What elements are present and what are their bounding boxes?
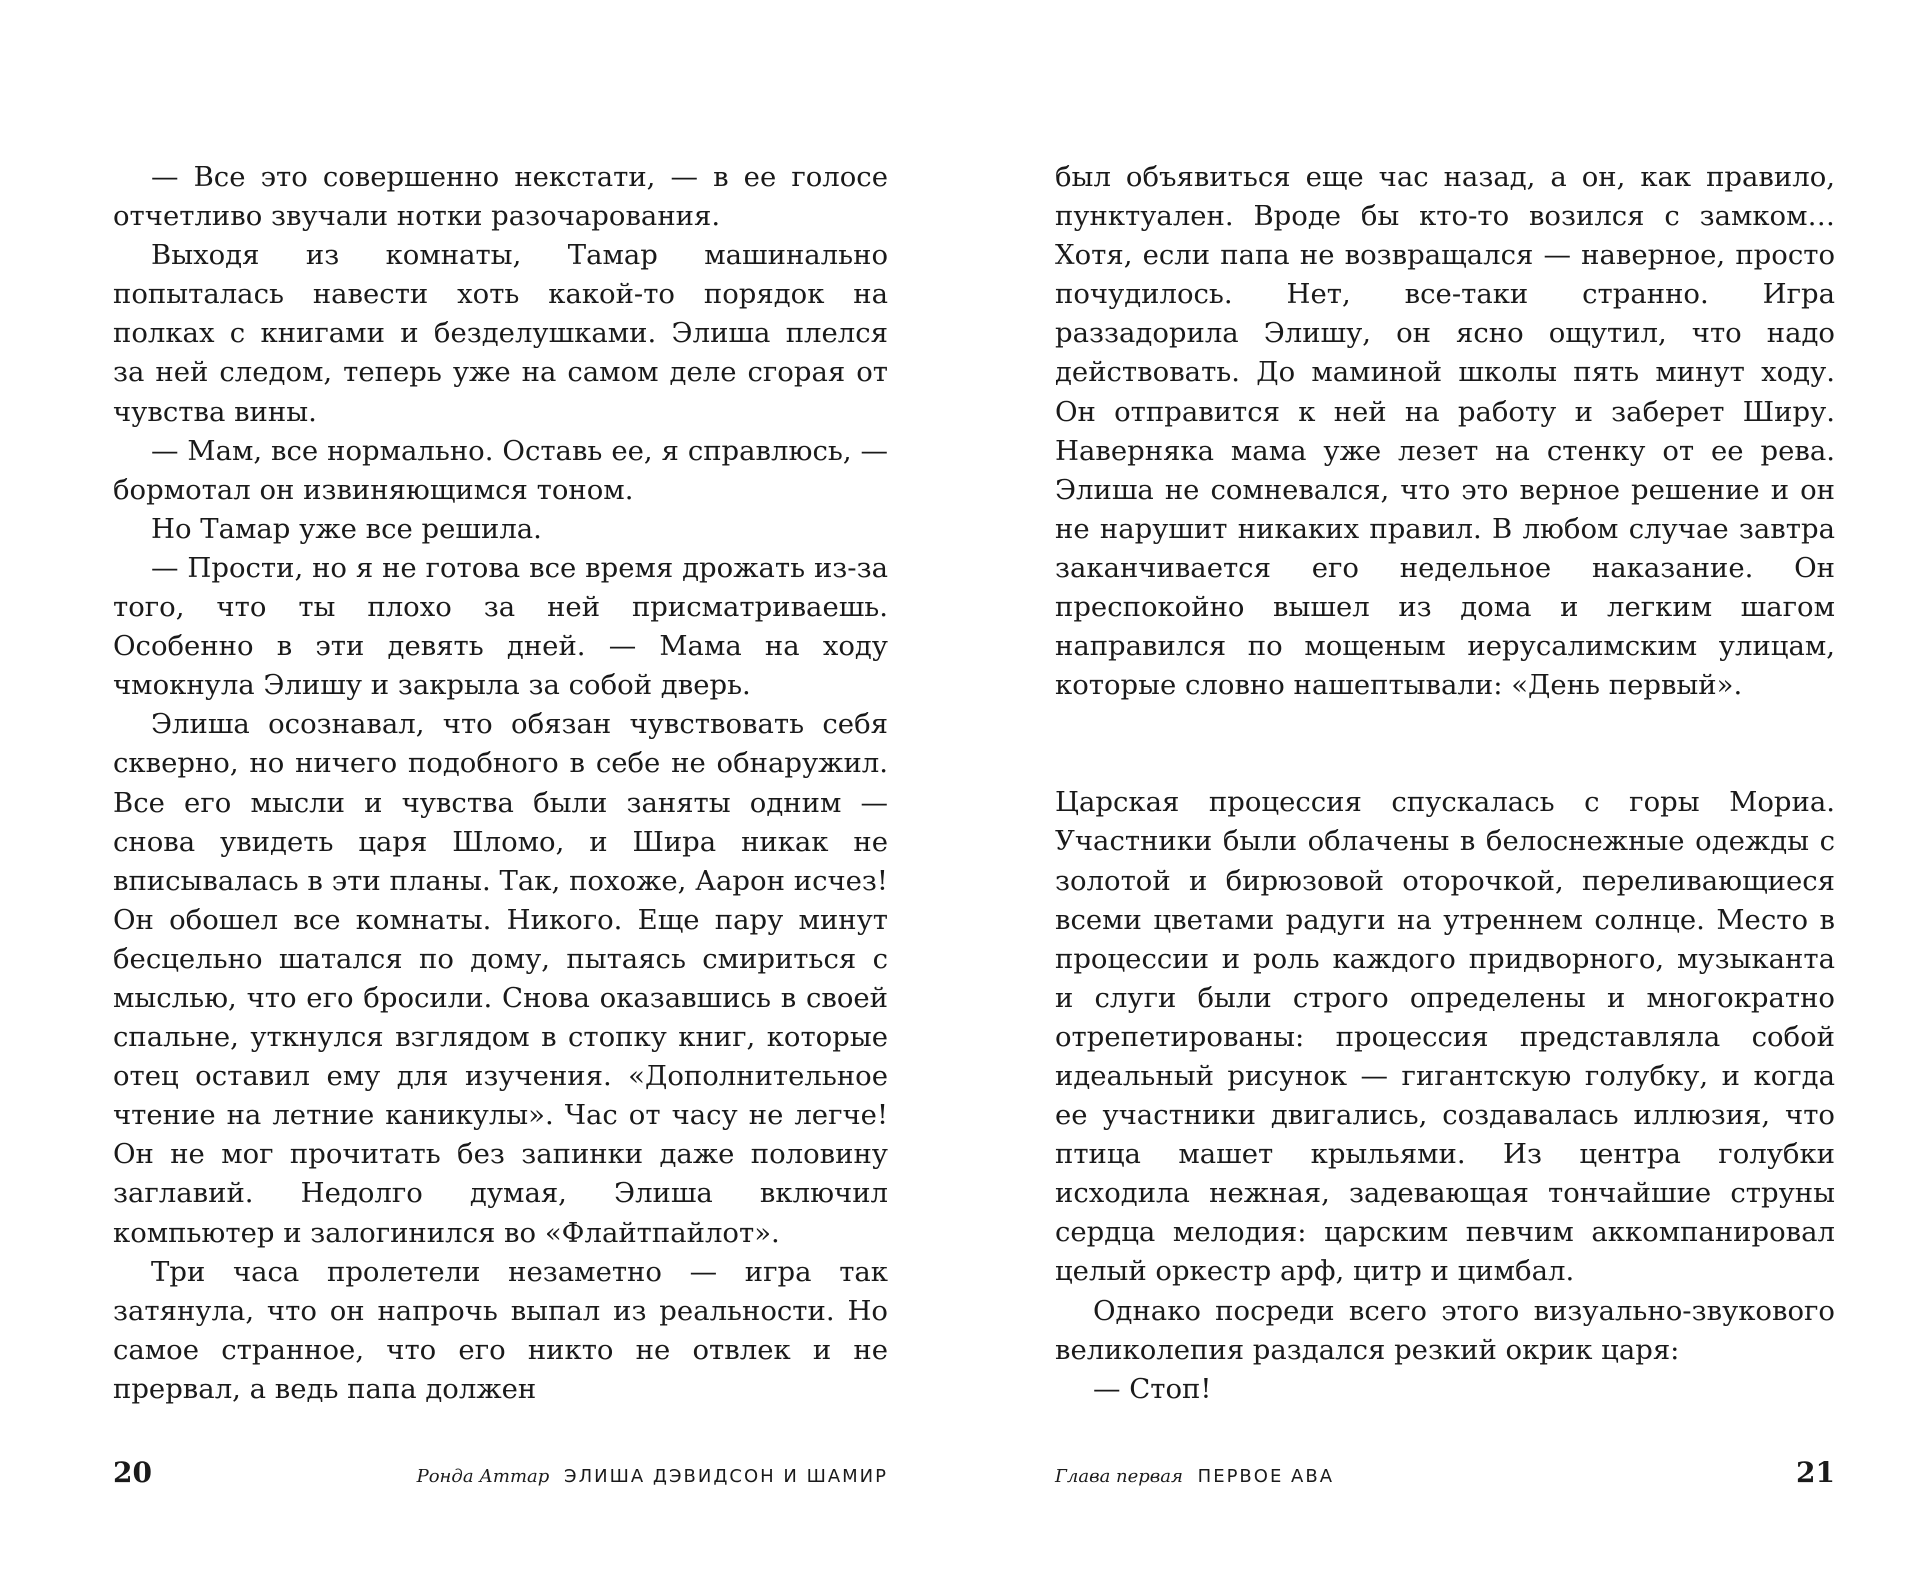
page-number: 20 xyxy=(113,1456,152,1489)
section-break xyxy=(1055,705,1835,783)
right-page-text xyxy=(1055,158,1835,1409)
paragraph: Однако посреди всего этого визуально-звукового великолепия раздался резкий окрик царя: xyxy=(1055,1294,1835,1366)
running-head-chapter-title: ПЕРВОЕ АВА xyxy=(1197,1466,1335,1487)
left-page-footer xyxy=(113,1456,888,1496)
running-head-book-title: ЭЛИША ДЭВИДСОН И ШАМИР xyxy=(564,1466,888,1487)
page-number: 21 xyxy=(1796,1456,1835,1489)
running-head-author: Ронда Аттар xyxy=(416,1466,550,1487)
left-page-text xyxy=(113,158,888,1409)
running-head xyxy=(417,1466,888,1487)
paragraph: Выходя из комнаты, Тамар машинально попыталась навести хоть какой-то порядок на полках с книгами и безделушками. Элиша плелся за ней следом, теперь уже на самом деле сгорая от чувства вины. xyxy=(113,239,888,428)
paragraph: Но Тамар уже все решила. xyxy=(151,512,542,545)
right-page xyxy=(955,0,1910,1572)
paragraph: — Прости, но я не готова все время дрожать из-за того, что ты плохо за ней присматриваешь. Особенно в эти девять дней. — Мама на ходу чмокнула Элишу и закрыла за собой дверь. xyxy=(113,551,888,702)
paragraph-continuation: был объявиться еще час назад, а он, как правило, пунктуален. Вроде бы кто-то возился с замком… Хотя, если папа не возвращался — наверное, просто почудилось. Нет, все-таки странно. Игра раззадорила Элишу, он ясно ощутил, что надо действовать. До маминой школы пять минут ходу. Он отправится к ней на работу и заберет Ширу. Наверняка мама уже лезет на стенку от ее рева. Элиша не сомневался, что это верное решение и он не нарушит никаких правил. В любом случае завтра заканчивается его недельное наказание. Он преспокойно вышел из дома и легким шагом направился по мощеным иерусалимским улицам, которые словно нашептывали: «День первый». xyxy=(1055,161,1835,702)
right-page-footer xyxy=(1055,1456,1835,1496)
paragraph: Царская процессия спускалась с горы Мориа. Участники были облачены в белоснежные одежды с золотой и бирюзовой оторочкой, переливающиеся всеми цветами радуги на утреннем солнце. Место в процессии и роль каждого придворного, музыканта и слуги были строго определены и многократно отрепетированы: процессия представляла собой идеальный рисунок — гигантскую голубку, и когда ее участники двигались, создавалась иллюзия, что птица машет крыльями. Из центра голубки исходила нежная, задевающая тончайшие струны сердца мелодия: царским певчим аккомпанировал целый оркестр арф, цитр и цимбал. xyxy=(1055,786,1835,1288)
running-head xyxy=(1055,1466,1334,1487)
paragraph: Три часа пролетели незаметно — игра так затянула, что он напрочь выпал из реальности. Но самое странное, что его никто не отвлек и не прервал, а ведь папа должен xyxy=(113,1255,888,1405)
running-head-chapter: Глава первая xyxy=(1055,1466,1183,1487)
paragraph: — Мам, все нормально. Оставь ее, я справлюсь, — бормотал он извиняющимся тоном. xyxy=(113,434,888,506)
paragraph: Элиша осознавал, что обязан чувствовать себя скверно, но ничего подобного в себе не обнаружил. Все его мысли и чувства были заняты одним — снова увидеть царя Шломо, и Шира никак не вписывалась в эти планы. Так, похоже, Аарон исчез! Он обошел все комнаты. Никого. Еще пару минут бесцельно шатался по дому, пытаясь смириться с мыслью, что его бросили. Снова оказавшись в своей спальне, уткнулся взглядом в стопку книг, которые отец оставил ему для изучения. «Дополнительное чтение на летние каникулы». Час от часу не легче! Он не мог прочитать без запинки даже половину заглавий. Недолго думая, Элиша включил компьютер и залогинился во «Флайтпайлот». xyxy=(113,708,888,1249)
paragraph: — Все это совершенно некстати, — в ее голосе отчетливо звучали нотки разочарования. xyxy=(113,161,888,233)
paragraph: — Стоп! xyxy=(1093,1372,1212,1405)
